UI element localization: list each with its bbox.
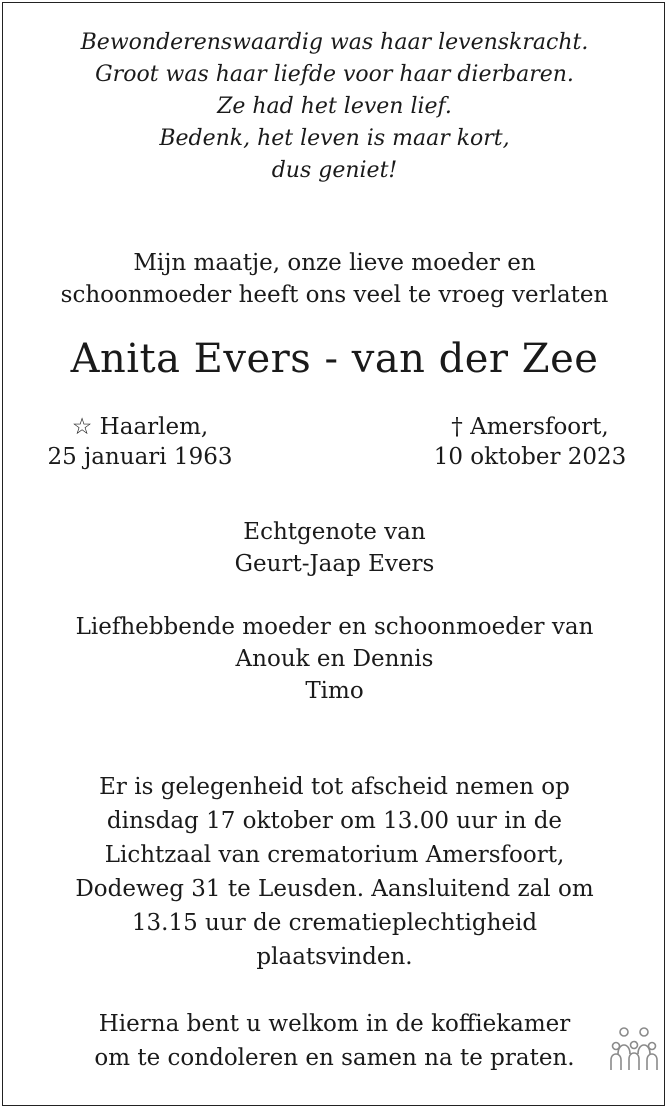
death-date: 10 oktober 2023 (433, 444, 627, 470)
poem-line: dus geniet! (271, 158, 398, 183)
death-info (420, 412, 640, 472)
children-info (0, 611, 669, 707)
birth-place-line (40, 412, 240, 442)
death-place-line (420, 412, 640, 442)
children-line: Timo (305, 678, 364, 704)
deceased-name: Anita Evers - van der Zee (70, 336, 599, 382)
birth-info (40, 412, 240, 472)
spouse-info (0, 516, 669, 580)
star-icon: ☆ (71, 414, 93, 440)
farewell-line: Dodeweg 31 te Leusden. Aansluitend zal om (75, 876, 594, 902)
farewell-line: plaatsvinden. (256, 944, 413, 970)
poem-line: Ze had het leven lief. (217, 94, 452, 119)
closing-line: Hierna bent u welkom in de koffiekamer (98, 1011, 571, 1037)
poem (0, 27, 669, 187)
cross-icon: † (451, 414, 463, 440)
children-line: Anouk en Dennis (235, 646, 434, 672)
farewell-info (0, 770, 669, 974)
intro-text (0, 247, 669, 311)
poem-line: Groot was haar liefde voor haar dierbaren. (95, 62, 574, 87)
spouse-line: Echtgenote van (243, 519, 426, 545)
intro-line: schoonmoeder heeft ons veel te vroeg verlaten (60, 282, 609, 308)
intro-line: Mijn maatje, onze lieve moeder en (133, 250, 536, 276)
family-figures-icon (608, 1026, 660, 1072)
farewell-line: Er is gelegenheid tot afscheid nemen op (99, 774, 570, 800)
closing-text (0, 1007, 669, 1075)
birth-place: Haarlem, (99, 414, 209, 440)
closing-line: om te condoleren en samen na te praten. (94, 1045, 575, 1071)
birth-date: 25 januari 1963 (47, 444, 233, 470)
farewell-line: 13.15 uur de crematieplechtigheid (131, 910, 538, 936)
poem-line: Bedenk, het leven is maar kort, (159, 126, 510, 151)
death-place: Amersfoort, (470, 414, 609, 440)
spouse-line: Geurt-Jaap Evers (234, 551, 435, 577)
farewell-line: Lichtzaal van crematorium Amersfoort, (104, 842, 565, 868)
children-line: Liefhebbende moeder en schoonmoeder van (75, 614, 594, 640)
farewell-line: dinsdag 17 oktober om 13.00 uur in de (106, 808, 563, 834)
poem-line: Bewonderenswaardig was haar levenskracht. (80, 30, 589, 55)
